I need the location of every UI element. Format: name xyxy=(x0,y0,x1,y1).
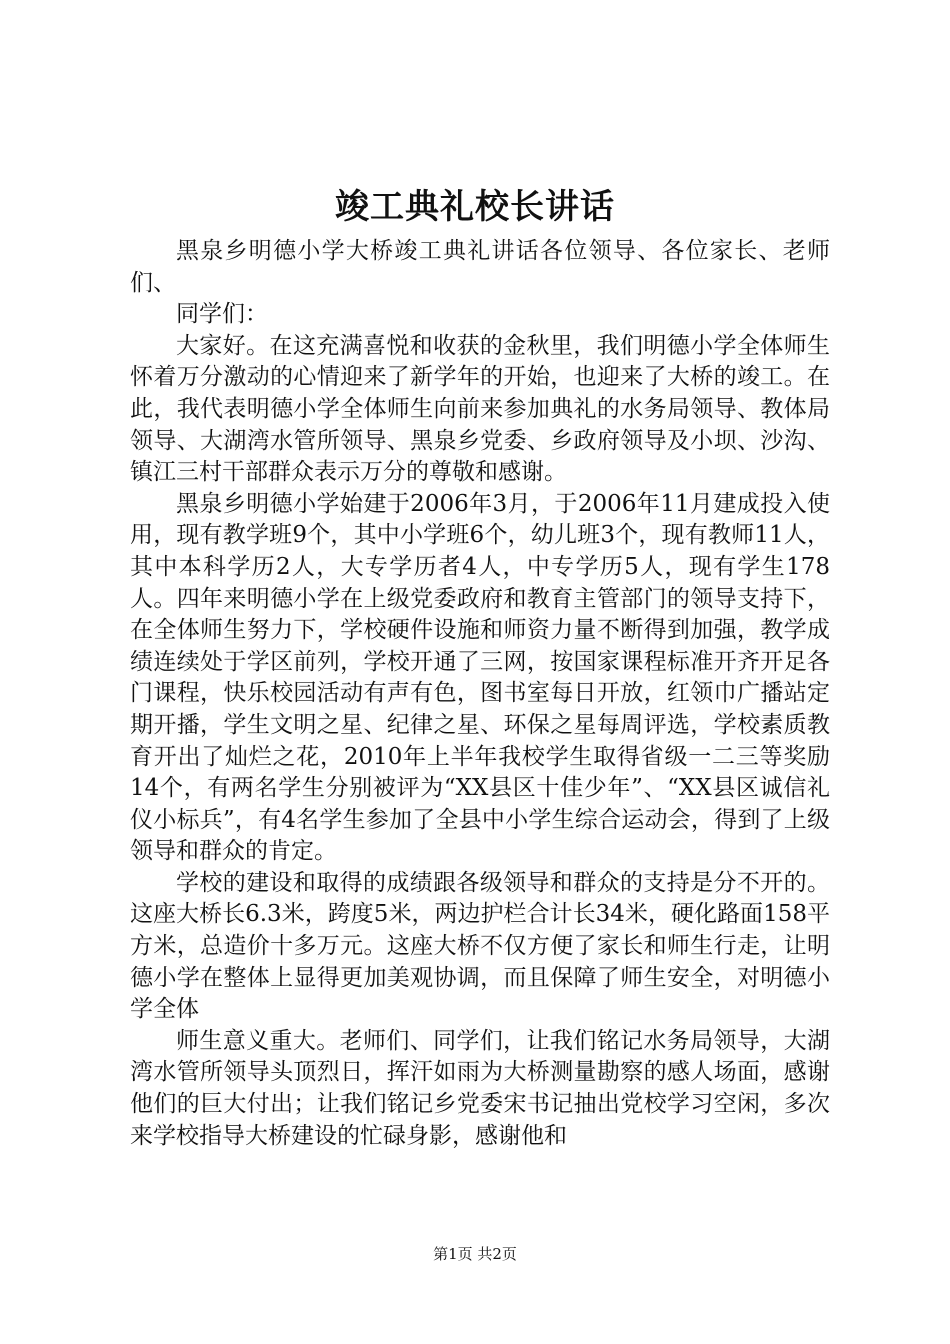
paragraph-bridge-details: 学校的建设和取得的成绩跟各级领导和群众的支持是分不开的。这座大桥长6.3米，跨度5米，两边护栏合计长34米，硬化路面158平方米，总造价十多万元。这座大桥不仅方便了家长和师生行走，让明德小学在整体上显得更加美观协调，而且保障了师生安全，对明德小学全体 xyxy=(130,869,830,1023)
document-title: 竣工典礼校长讲话 xyxy=(335,187,615,227)
paragraph-greeting: 黑泉乡明德小学大桥竣工典礼讲话各位领导、各位家长、老师们、 xyxy=(130,238,830,296)
paragraph-salutation: 同学们： xyxy=(176,301,268,328)
page-number-footer: 第1页 共2页 xyxy=(433,1245,517,1263)
paragraph-opening: 大家好。在这充满喜悦和收获的金秋里，我们明德小学全体师生怀着万分激动的心情迎来了新学年的开始，也迎来了大桥的竣工。在此，我代表明德小学全体师生向前来参加典礼的水务局领导、教体局领导、大湖湾水管所领导、黑泉乡党委、乡政府领导及小坝、沙沟、镇江三村干部群众表示万分的尊敬和感谢。 xyxy=(130,332,830,486)
paragraph-school-overview: 黑泉乡明德小学始建于2006年3月，于2006年11月建成投入使用，现有教学班9个，其中小学班6个，幼儿班3个，现有教师11人，其中本科学历2人，大专学历者4人，中专学历5人，现有学生178人。四年来明德小学在上级党委政府和教育主管部门的领导支持下，在全体师生努力下，学校硬件设施和师资力量不断得到加强，教学成绩连续处于学区前列，学校开通了三网，按国家课程标准开齐开足各门课程，快乐校园活动有声有色，图书室每日开放，红领巾广播站定期开播，学生文明之星、纪律之星、环保之星每周评选，学校素质教育开出了灿烂之花，2010年上半年我校学生取得省级一二三等奖励14个，有两名学生分别被评为“XX县区十佳少年”、“XX县区诚信礼仪小标兵”，有4名学生参加了全县中小学生综合运动会，得到了上级领导和群众的肯定。 xyxy=(130,490,830,865)
paragraph-thanks: 师生意义重大。老师们、同学们，让我们铭记水务局领导，大湖湾水管所领导头顶烈日，挥汗如雨为大桥测量勘察的感人场面，感谢他们的巨大付出；让我们铭记乡党委宋书记抽出党校学习空闲，多次来学校指导大桥建设的忙碌身影，感谢他和 xyxy=(130,1027,830,1149)
document-body xyxy=(130,236,830,1152)
